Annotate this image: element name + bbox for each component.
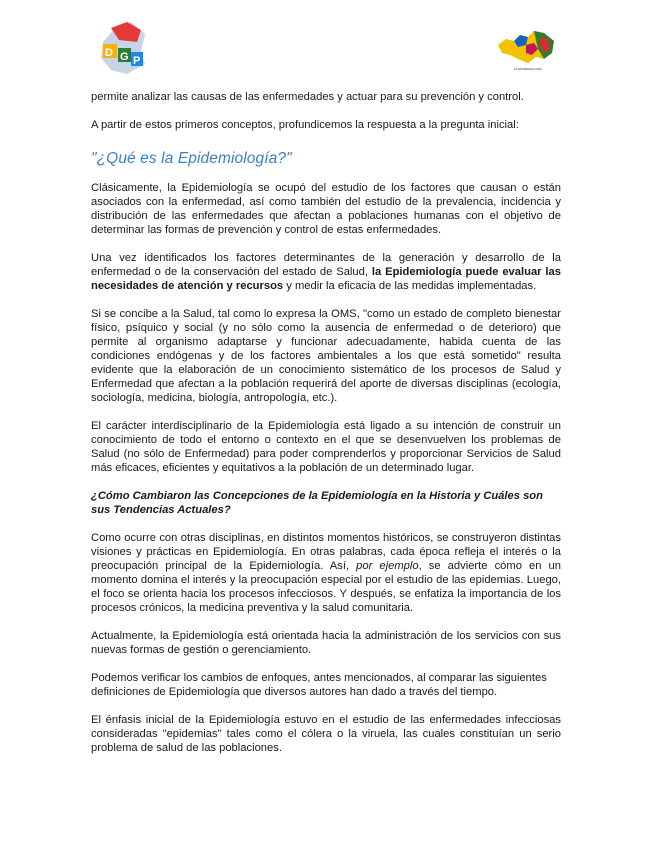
svg-text:P: P [133,55,141,67]
paragraph-intro-end: permite analizar las causas de las enfermedades y actuar para su prevención y control. [91,91,524,103]
paragraph-2-text-a: Una vez identificados los factores determinantes de la generación y desarrollo de la enfermedad o de la conservación del estado de Salud, [91,252,561,278]
svg-text:D: D [105,47,113,59]
paragraph-2 [91,251,561,293]
paragraph-6: Actualmente, la Epidemiología está orientada hacia la administración de los servicios con sus nuevas formas de gestión o gerenciamiento. [91,630,561,656]
map-logo-caption: LA EPIDEMIOLOGÍA [513,67,543,71]
section-subtitle: ¿Cómo Cambiaron las Concepciones de la Epidemiología en la Historia y Cuáles son sus Tendencias Actuales? [91,490,543,516]
paragraph-5-italic: por ejemplo [356,560,419,572]
paragraph-1: Clásicamente, la Epidemiología se ocupó del estudio de los factores que causan o están asociados con la enfermedad, así como también del estudio de la prevalencia, incidencia y distribución de las enfermedades que afectan a poblaciones humanas con el objetivo de determinar las formas de prevención y control de estas enfermedades. [91,182,561,236]
paragraph-5-text-a: Como ocurre con otras disciplinas, en distintos momentos históricos, se construyeron distintas visiones y prácticas en Epidemiología. En otras palabras, cada época refleja el interés o la preocupación principal de la Epidemiología. Así, [91,532,561,572]
paragraph-2-text-b: y medir la eficacia de las medidas implementadas. [283,280,537,292]
svg-text:G: G [120,51,129,63]
paragraph-4: El carácter interdisciplinario de la Epidemiología está ligado a su intención de construir un conocimiento de todo el entorno o contexto en el que se desenvuelven los problemas de Salud (no sólo de Enfermedad) para poder comprenderlos y proporcionar Servicios de Salud más eficaces, eficientes y equitativos a la población de un determinado lugar. [91,420,561,474]
document-body [91,90,561,769]
paragraph-2-bold: la Epidemiología puede evaluar las necesidades de atención y recursos [91,266,561,292]
paragraph-5 [91,531,561,615]
paragraph-7: Podemos verificar los cambios de enfoques, antes mencionados, al comparar las siguientes definiciones de Epidemiología que diversos autores han dado a través del tiempo. [91,672,547,698]
section-title: "¿Qué es la Epidemiología?" [91,150,292,167]
paragraph-intro-next: A partir de estos primeros conceptos, profundicemos la respuesta a la pregunta inicial: [91,119,519,131]
paragraph-8: El énfasis inicial de la Epidemiología estuvo en el estudio de las enfermedades infecciosas consideradas "epidemias" tales como el cólera o la viruela, las cuales constituían un serio problema de salud de las poblaciones. [91,714,561,754]
dgp-logo-icon [97,20,149,76]
paragraph-3: Si se concibe a la Salud, tal como lo expresa la OMS, "como un estado de completo bienestar físico, psíquico y social (y no sólo como la ausencia de enfermedad o de deterioro) que permite al organismo adaptarse y funcionar adecuadamente, habida cuenta de las condiciones endógenas y de los factores ambientales a los que está sometido" resulta evidente que la elaboración de un conocimiento sistemático de los procesos de Salud y Enfermedad que afectan a la población requerirá del aporte de diversas disciplinas (ecología, sociología, medicina, biología, antropología, etc.). [91,308,561,404]
paragraph-5-text-b: , se advierte cómo en un momento domina el interés y la preocupación especial por el estudio de las epidemias. Luego, el foco se orienta hacia los procesos infecciosos. Y después, se enfatiza la importancia de los procesos crónicos, la medicina preventiva y la salud comunitaria. [91,560,561,614]
